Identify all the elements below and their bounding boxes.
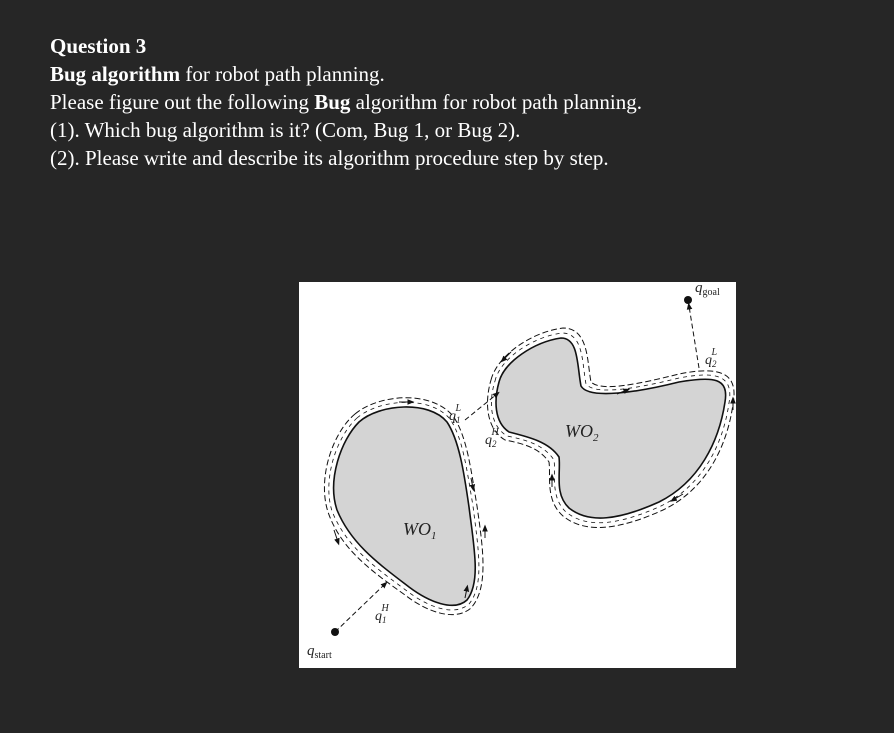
figure-svg bbox=[299, 282, 736, 668]
question-title: Question 3 bbox=[50, 34, 147, 58]
question-subtitle bbox=[50, 60, 870, 88]
instruction-bold: Bug bbox=[314, 90, 351, 114]
start-to-hit-path bbox=[335, 584, 385, 632]
goal-point bbox=[684, 296, 692, 304]
arrow-mark bbox=[503, 352, 511, 360]
subtitle-bold: Bug algorithm bbox=[50, 62, 181, 86]
obstacle-1 bbox=[334, 407, 476, 605]
bug-algorithm-figure bbox=[299, 282, 736, 668]
label-goal: $q_{goal}$ bbox=[695, 282, 720, 298]
question-instruction bbox=[50, 88, 870, 116]
label-start: $q_{start}$ bbox=[307, 643, 332, 661]
leave-to-goal-path bbox=[689, 306, 699, 368]
question-block bbox=[50, 32, 870, 172]
leave-to-hit-path bbox=[465, 394, 497, 420]
label-wo1: $WO_1$ bbox=[403, 519, 437, 542]
instruction-post: algorithm for robot path planning. bbox=[350, 90, 643, 114]
label-q2l: $q_2L$ bbox=[705, 347, 718, 369]
question-item-2: (2). Please write and describe its algorithm procedure step by step. bbox=[50, 146, 609, 170]
label-q1l: $q_1L$ bbox=[449, 403, 462, 425]
label-q2h: $q_2H$ bbox=[485, 427, 499, 449]
subtitle-rest: for robot path planning. bbox=[180, 62, 385, 86]
question-item-1: (1). Which bug algorithm is it? (Com, Bug 1, or Bug 2). bbox=[50, 118, 521, 142]
label-q1h: $q_1H$ bbox=[375, 603, 389, 625]
label-wo2: $WO_2$ bbox=[565, 421, 599, 444]
arrow-mark bbox=[673, 494, 683, 500]
instruction-pre: Please figure out the following bbox=[50, 90, 315, 114]
